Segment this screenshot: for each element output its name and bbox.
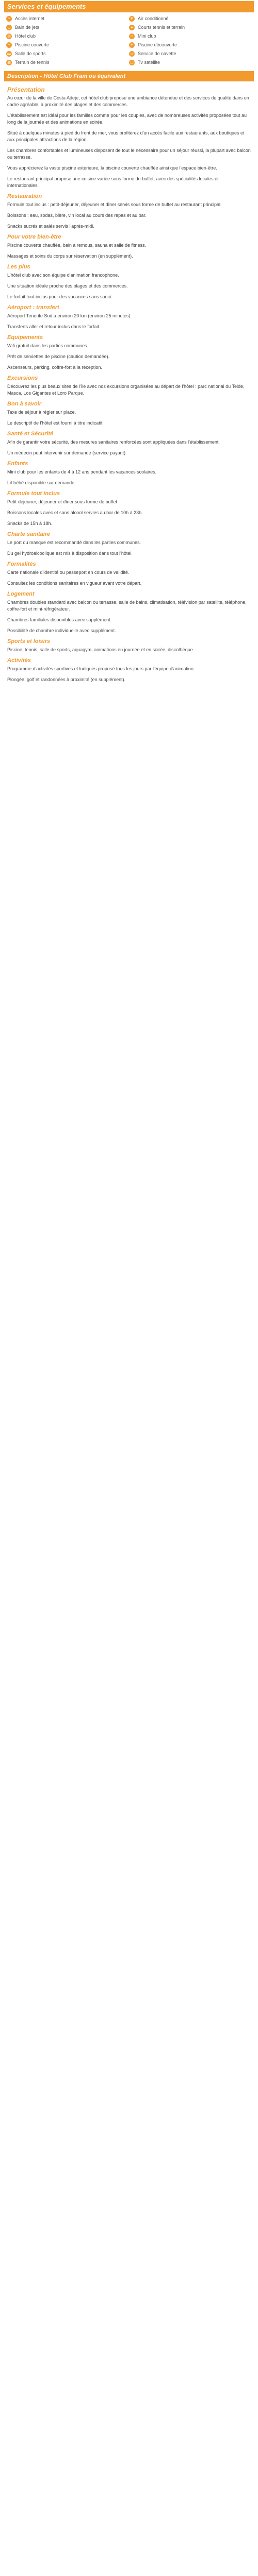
section-title: Equipements [7, 334, 43, 341]
section-paragraph: Petit-déjeuner, déjeuner et dîner sous forme de buffet. [7, 499, 119, 504]
section-paragraph: Un médecin peut intervenir sur demande (service payant). [7, 450, 127, 455]
section-title: Bon à savoir [7, 401, 42, 407]
section-paragraph: Boissons locales avec et sans alcool servies au bar de 10h à 23h. [7, 510, 143, 515]
amenity-label: Air conditionné [138, 16, 169, 21]
tv-icon: ▢ [129, 60, 135, 65]
amenity-item [6, 33, 129, 40]
section-paragraph: Du gel hydroalcoolique est mis à disposition dans tout l'hôtel. [7, 551, 133, 556]
amenity-item [6, 50, 129, 57]
section-paragraph: Transferts aller et retour inclus dans le forfait. [7, 324, 101, 329]
section-title: Formalités [7, 561, 36, 567]
section-title: Enfants [7, 461, 28, 467]
section-paragraph: Formule tout inclus : petit-déjeuner, déjeuner et dîner servis sous forme de buffet au restaurant principal. [7, 202, 222, 207]
section-paragraph: L'hôtel club avec son équipe d'animation francophone. [7, 273, 119, 278]
section-paragraph: Piscine, tennis, salle de sports, aquagym, animations en journée et en soirée, discothèque. [7, 647, 195, 652]
section-paragraph: Wifi gratuit dans les parties communes. [7, 343, 89, 348]
section-paragraph: Snacks de 15h à 18h. [7, 521, 53, 526]
section-paragraph: Le forfait tout inclus pour des vacances sans souci. [7, 294, 112, 299]
section-paragraph: Lit bébé disponible sur demande. [7, 480, 76, 485]
tennis-court-icon: ▦ [6, 60, 12, 65]
section-paragraph: Programme d'activités sportives et ludiques proposé tous les jours par l'équipe d'animation. [7, 666, 195, 671]
amenity-label: Accès internet [15, 16, 45, 21]
services-list [4, 12, 254, 71]
amenity-label: Terrain de tennis [15, 60, 50, 65]
section-paragraph: Les chambres confortables et lumineuses disposent de tout le nécessaire pour un séjour réussi, la plupart avec balcon ou terrasse. [7, 148, 251, 160]
section-paragraph: Chambres doubles standard avec balcon ou terrasse, salle de bains, climatisation, télévision par satellite, téléphone, coffre-fort et mini-réfrigérateur. [7, 600, 247, 612]
section-paragraph: Boissons : eau, sodas, bière, vin local au cours des repas et au bar. [7, 213, 147, 218]
building-icon: ▤ [6, 33, 12, 39]
wifi-icon: ≈ [6, 16, 12, 22]
amenity-label: Bain de jets [15, 25, 40, 30]
section-paragraph: Mini club pour les enfants de 4 à 12 ans pendant les vacances scolaires. [7, 469, 157, 474]
section-paragraph: Consultez les conditions sanitaires en vigueur avant votre départ. [7, 581, 142, 586]
section-title: Pour votre bien-être [7, 234, 61, 240]
amenity-label: Courts tennis et terrain [138, 25, 185, 30]
page [0, 1, 258, 683]
description-header: Description - Hôtel Club Fram ou équivalent [4, 71, 254, 81]
section-title: Restauration [7, 193, 42, 199]
amenity-item [129, 33, 252, 40]
amenity-item [6, 15, 129, 22]
section-title: Charte sanitaire [7, 531, 51, 537]
section-paragraph: Découvrez les plus beaux sites de l'île avec nos excursions organisées au départ de l'hôtel : parc national du Teide, Masca, Los Gigantes et Loro Parque. [7, 384, 245, 396]
section-paragraph: Au cœur de la ville de Costa Adeje, cet hôtel club propose une ambiance détendue et des services de qualité dans un cadre agréable, à proximité des plages et des commerces. [7, 95, 249, 107]
amenity-label: Tv satellite [138, 60, 160, 65]
sun-icon: ☀ [129, 42, 135, 48]
section-title: Activités [7, 657, 31, 664]
section-title: Excursions [7, 375, 38, 381]
section-title: Formule tout inclus [7, 490, 60, 497]
amenity-item [6, 59, 129, 66]
amenity-item [129, 42, 252, 48]
shuttle-icon: ▭ [129, 51, 135, 57]
amenity-item [6, 42, 129, 48]
section-paragraph: Situé à quelques minutes à pied du front de mer, vous profiterez d'un accès facile aux restaurants, aux boutiques et aux principales attractions de la région. [7, 130, 245, 142]
section-paragraph: Possibilité de chambre individuelle avec supplément. [7, 628, 116, 633]
amenity-label: Service de navette [138, 51, 176, 56]
section-title: Aéroport : transfert [7, 304, 59, 311]
section-title: Sports et loisirs [7, 638, 51, 645]
section-title: Présentation [7, 86, 45, 93]
section-paragraph: Vous apprécierez la vaste piscine extérieure, la piscine couverte chauffée ainsi que l'espace bien-être. [7, 165, 217, 171]
section-paragraph: Le restaurant principal propose une cuisine variée sous forme de buffet, avec des spécialités locales et internationales. [7, 176, 219, 188]
section-paragraph: Chambres familiales disponibles avec supplément. [7, 617, 112, 622]
bath-icon: ◡ [6, 25, 12, 30]
amenity-item [129, 59, 252, 66]
amenity-item [6, 24, 129, 31]
section-paragraph: Massages et soins du corps sur réservation (en supplément). [7, 253, 133, 259]
amenity-item [129, 15, 252, 22]
amenity-label: Mini club [138, 33, 156, 39]
amenity-item [129, 50, 252, 57]
snowflake-icon: ✻ [129, 16, 135, 22]
section-title: Santé et Sécurité [7, 431, 54, 437]
amenity-label: Piscine couverte [15, 42, 50, 47]
dumbbell-icon: ▬ [7, 52, 11, 56]
section-paragraph: Taxe de séjour à régler sur place. [7, 410, 76, 415]
services-header: Services et équipements [4, 1, 254, 12]
child-icon: ☺ [130, 35, 134, 38]
amenity-item [129, 24, 252, 31]
section-paragraph: Piscine couverte chauffée, bain à remous, sauna et salle de fitness. [7, 243, 146, 248]
amenity-label: Salle de sports [15, 51, 46, 56]
section-title: Logement [7, 591, 35, 597]
section-paragraph: Plongée, golf et randonnées à proximité (en supplément). [7, 677, 126, 682]
section-paragraph: Le port du masque est recommandé dans les parties communes. [7, 540, 141, 545]
section-paragraph: Le descriptif de l'hôtel est fourni à titre indicatif. [7, 420, 104, 426]
pool-icon: ~ [6, 42, 12, 48]
section-paragraph: Carte nationale d'identité ou passeport en cours de validité. [7, 570, 130, 575]
section-paragraph: Une situation idéale proche des plages et des commerces. [7, 283, 128, 289]
amenity-label: Piscine découverte [138, 42, 178, 47]
section-paragraph: Ascenseurs, parking, coffre-fort à la réception. [7, 365, 102, 370]
section-paragraph: Aéroport Tenerife Sud à environ 20 km (environ 25 minutes). [7, 313, 132, 318]
amenity-label: Hôtel club [15, 33, 36, 39]
section-paragraph: Prêt de serviettes de piscine (caution demandée). [7, 354, 110, 359]
description-content [4, 81, 254, 683]
section-paragraph: L'établissement est idéal pour les familles comme pour les couples, avec de nombreuses activités proposées tout au long de la journée et des animations en soirée. [7, 113, 247, 125]
section-paragraph: Snacks sucrés et salés servis l'après-midi. [7, 224, 94, 229]
section-paragraph: Afin de garantir votre sécurité, des mesures sanitaires renforcées sont appliquées dans l'établissement. [7, 439, 220, 445]
section-title: Les plus [7, 264, 30, 270]
tennis-icon: ● [129, 25, 135, 30]
